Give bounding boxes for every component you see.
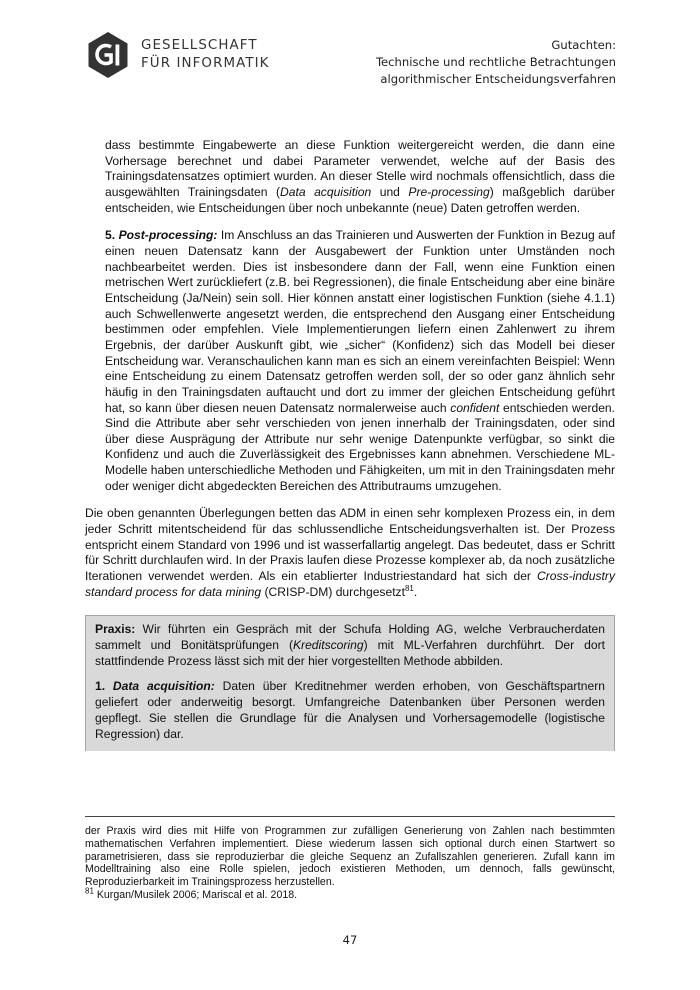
- main-content: [85, 138, 615, 751]
- step-title: Data acquisition:: [112, 679, 215, 694]
- text-run: ) maßgeblich darüber entscheiden, wie Entscheidungen über noch unbekannte (neue) Daten getroffen werden.: [105, 184, 615, 215]
- text-run: (CRISP-DM) durchgesetzt: [261, 584, 405, 599]
- org-name: [141, 37, 270, 73]
- text-run: und: [371, 184, 409, 199]
- footnote-continued: der Praxis wird dies mit Hilfe von Programmen zur zufälligen Generierung von Zahlen nach bestimmten mathematischen Verfahren implementiert. Diese wiederum lassen sich optional durch einen Startwert so parametrisieren, dass sie reproduzierbar die gleiche Sequenz an Zufallszahlen generieren. Zufall kann im Modelltraining also eine Rolle spielen, jedoch existieren Methoden, um dennoch, falls gewünscht, Reproduzierbarkeit im Trainingsprozess herzustellen.: [85, 825, 615, 889]
- footnote-81: [85, 886, 615, 902]
- text-run: Daten über Kreditnehmer werden erhoben, von Geschäftspartnern geliefert oder anderweitig besorgt. Umfangreiche Datenbanken über Personen werden gepflegt. Sie stellen die Grundlage für die Analysen und Vorhersagemodelle (logistische Regression) dar.: [95, 679, 605, 741]
- term-data-acquisition: Data acquisition: [280, 184, 372, 199]
- page-number: 47: [342, 933, 358, 947]
- text-run: entschieden werden. Sind die Attribute aber sehr verschieden von jenen innerhalb der Trainingsdaten, oder sind über diese Ausprägung der Attribute nur sehr wenige Datenpunkte verfügbar, so sinkt die Konfidenz und auch die Zuverlässigkeit des Ergebnisses kann abnehmen. Verschiedene ML-Modelle haben unterschiedliche Methoden und Fähigkeiten, um mit in den Trainingsdaten mehr oder weniger dicht abgedeckten Bereichen des Attributraums umzugehen.: [105, 400, 616, 493]
- step-number: 1.: [95, 679, 106, 694]
- gi-logo-icon: [84, 31, 132, 79]
- praxis-intro: [95, 622, 605, 669]
- paragraph-crisp-dm: [85, 506, 615, 600]
- term-kreditscoring: Kreditscoring: [292, 638, 364, 653]
- praxis-label: Praxis:: [95, 622, 136, 637]
- term-crisp-dm: Cross-industry standard process for data mining: [85, 569, 615, 599]
- gi-logo: [84, 31, 270, 79]
- text-run: Die oben genannten Überlegungen betten das ADM in einen sehr komplexen Prozess ein, in dem jeder Schritt mitentscheidend für das schlussendliche Entscheidungsverhalten ist. Der Prozess entspricht einem Standard von 1996 und ist wasserfallartig angelegt. Das bedeutet, dass er Schritt für Schritt durchlaufen wird. In der Praxis laufen diese Prozesse komplexer ab, da noch zusätzliche Iterationen verwendet werden. Als ein etablierter Industriestandard hat sich der: [85, 506, 615, 584]
- document-title: [376, 37, 616, 88]
- footnote-number: 81: [85, 886, 94, 896]
- footnote-separator: [85, 816, 615, 817]
- org-name-line2: FÜR INFORMATIK: [141, 56, 270, 71]
- footnote-ref-81[interactable]: 81: [404, 583, 414, 593]
- document-title-line3: algorithmischer Entscheidungsverfahren: [380, 72, 616, 86]
- term-confident: confident: [450, 400, 500, 415]
- paragraph-pre-processing-continued: [105, 138, 615, 216]
- footnotes: [85, 825, 615, 902]
- text-run: .: [413, 584, 418, 599]
- text-run: ) mit ML-Verfahren durchführt. Der dort stattfindende Prozess lässt sich mit der hier vorgestellten Methode abbilden.: [95, 638, 605, 668]
- document-title-line1: Gutachten:: [551, 38, 616, 52]
- org-name-line1: GESELLSCHAFT: [141, 38, 258, 53]
- document-title-line2: Technische und rechtliche Betrachtungen: [375, 55, 616, 69]
- footnote-text: Kurgan/Musilek 2006; Mariscal et al. 2018.: [93, 888, 298, 901]
- term-pre-processing: Pre-processing: [408, 184, 490, 199]
- step-number: 5.: [105, 228, 116, 243]
- text-run: dass bestimmte Eingabewerte an diese Funktion weitergereicht werden, die dann eine Vorhersage berechnet und dabei Parameter verwendet, welche auf der Basis des Trainingsdatensatzes optimiert wurden. An dieser Stelle wird nochmals offensichtlich, dass die ausgewählten Trainingsdaten (: [105, 138, 615, 199]
- praxis-step-data-acquisition: [95, 679, 605, 742]
- text-run: Wir führten ein Gespräch mit der Schufa Holding AG, welche Verbraucherdaten sammelt und Bonitätsprüfungen (: [95, 622, 605, 653]
- text-run: Im Anschluss an das Trainieren und Auswerten der Funktion in Bezug auf einen neuen Datensatz kann der Ausgabewert der Funktion unter Umständen noch nachbearbeitet werden. Dies ist insbesondere dann der Fall, wenn eine Funktion einen metrischen Wert zurückliefert (z.B. bei Regressionen), die finale Entscheidung aber eine binäre Entscheidung (Ja/Nein) sein soll. Hier können anstatt einer logistischen Funktion (siehe 4.1.1) auch Schwellenwerte angesetzt werden, die entsprechend den Ausgang einer Entscheidung bestimmen oder empfehlen. Viele Implementierungen liefern einen Zahlenwert zu ihrem Ergebnis, der darüber Auskunft gibt, wie „sicher“ (Konfidenz) sich das Modell bei dieser Entscheidung war. Veranschaulichen kann man es sich an einem vereinfachten Beispiel: Wenn eine Entscheidung zu einem Datensatz getroffen werden soll, der so oder ganz ähnlich sehr häufig in den Trainingsdaten auftaucht und dort zu immer der gleichen Entscheidung geführt hat, so kann über diesen neuen Datensatz normalerweise auch: [105, 228, 615, 415]
- praxis-box: [85, 615, 615, 751]
- step-title: Post-processing:: [118, 228, 218, 243]
- paragraph-post-processing: [105, 228, 615, 494]
